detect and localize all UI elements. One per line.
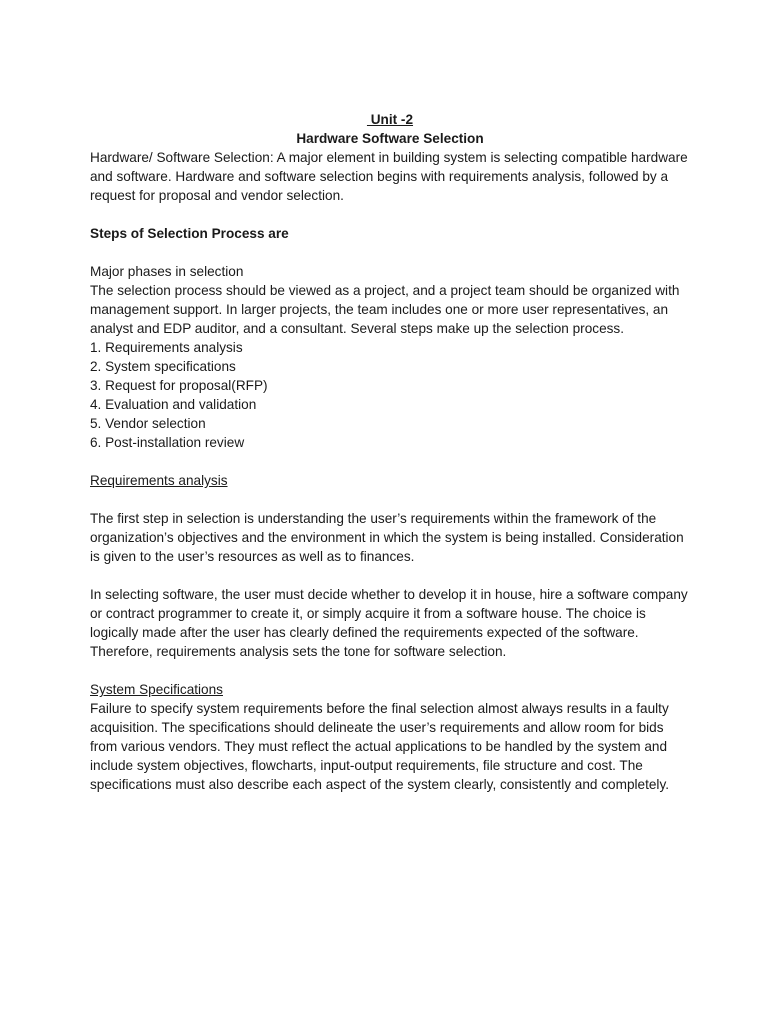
- system-specifications-heading: System Specifications: [90, 682, 223, 697]
- document-title: Hardware Software Selection: [296, 131, 484, 146]
- intro-paragraph: Hardware/ Software Selection: A major element in building system is selecting compatible hardware and software. Hardware and software selection begins with requirements analysis, followed by a request for proposal and vendor selection.: [90, 150, 688, 203]
- major-phases-paragraph: The selection process should be viewed as a project, and a project team should be organized with management support. In larger projects, the team includes one or more user representatives, an analyst and EDP auditor, and a consultant. Several steps make up the selection process.: [90, 283, 680, 336]
- list-item: 2. System specifications: [90, 359, 236, 374]
- list-item: 5. Vendor selection: [90, 416, 206, 431]
- steps-list: [90, 338, 690, 452]
- list-item: 4. Evaluation and validation: [90, 397, 257, 412]
- requirements-paragraph-1: The first step in selection is understanding the user’s requirements within the framework of the organization’s objectives and the environment in which the system is being installed. Consideration is given to the user’s resources as well as to finances.: [90, 511, 684, 564]
- requirements-paragraph-2: In selecting software, the user must decide whether to develop it in house, hire a software company or contract programmer to create it, or simply acquire it from a software house. The choice is logically made after the user has clearly defined the requirements expected of the software. Therefore, requirements analysis sets the tone for software selection.: [90, 587, 688, 659]
- list-item: 6. Post-installation review: [90, 435, 245, 450]
- system-specifications-paragraph: Failure to specify system requirements before the final selection almost always results in a faulty acquisition. The specifications should delineate the user’s requirements and allow room for bids from various vendors. They must reflect the actual applications to be handled by the system and include system objectives, flowcharts, input-output requirements, file structure and cost. The specifications must also describe each aspect of the system clearly, consistently and completely.: [90, 701, 670, 792]
- major-phases-label: Major phases in selection: [90, 264, 244, 279]
- unit-heading: Unit -2: [366, 112, 414, 127]
- list-item: 3. Request for proposal(RFP): [90, 378, 268, 393]
- list-item: 1. Requirements analysis: [90, 340, 243, 355]
- steps-heading: Steps of Selection Process are: [90, 226, 289, 241]
- requirements-analysis-heading: Requirements analysis: [90, 473, 228, 488]
- document-body: [90, 110, 690, 794]
